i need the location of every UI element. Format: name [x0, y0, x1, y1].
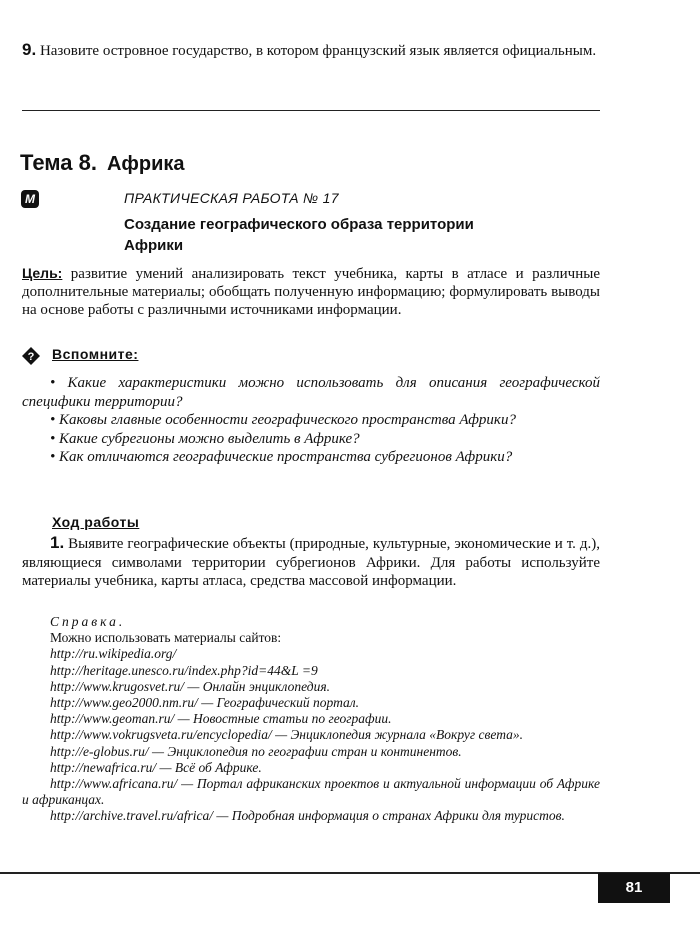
- goal-text: развитие умений анализировать текст учебника, карты в атласе и различные дополнительные материалы; обобщать полученную информацию; формулировать выводы на основе работы с различными источниками информации.: [22, 266, 600, 318]
- reference-link: http://www.geoman.ru/ — Новостные статьи по географии.: [50, 711, 392, 727]
- svg-text:?: ?: [27, 351, 35, 363]
- task-1-number: 1.: [50, 533, 65, 552]
- practical-work-title: Создание географического образа территории Африки: [124, 216, 474, 254]
- reference-link: http://newafrica.ru/ — Всё об Африке.: [50, 759, 262, 775]
- remember-question: • Как отличаются географические пространства субрегионов Африки?: [50, 449, 513, 465]
- reference-link: http://www.geo2000.nm.ru/ — Географический портал.: [50, 695, 360, 711]
- reference-title: Справка.: [50, 614, 126, 629]
- reference-link: http://e-globus.ru/ — Энциклопедия по географии стран и континентов.: [50, 743, 462, 759]
- reference-link: http://www.krugosvet.ru/ — Онлайн энциклопедия.: [50, 678, 330, 694]
- remember-label: Вспомните:: [52, 346, 139, 362]
- question-9: [22, 40, 602, 61]
- reference-link: http://ru.wikipedia.org/: [50, 646, 177, 662]
- task-1-text: Выявите географические объекты (природные, культурные, экономические и т. д.), являющиеся символами территории субрегионов Африки. Для работы используйте материалы учебника, карты атласа, средства массовой информации.: [22, 536, 600, 589]
- page-number: 81: [598, 873, 670, 903]
- reference-link: http://archive.travel.ru/africa/ — Подробная информация о странах Африки для туристов.: [50, 808, 565, 824]
- work-heading: Ход работы: [52, 514, 140, 530]
- topic-heading: [20, 150, 185, 176]
- reference-link: http://www.vokrugsveta.ru/encyclopedia/ — Энциклопедия журнала «Вокруг света».: [50, 727, 523, 743]
- topic-name: Африка: [106, 153, 185, 175]
- topic-label: Тема 8.: [20, 150, 97, 175]
- practical-work-label: ПРАКТИЧЕСКАЯ РАБОТА № 17: [124, 190, 339, 206]
- remember-question: • Какие субрегионы можно выделить в Африке?: [50, 430, 360, 447]
- question-diamond-icon: [22, 347, 40, 365]
- goal-label: Цель:: [22, 265, 63, 281]
- goal-paragraph: [22, 264, 600, 319]
- remember-question: • Какие характеристики можно использовать для описания географической специфики территории?: [22, 375, 600, 410]
- task-1: [22, 534, 600, 591]
- reference-block: [22, 614, 600, 825]
- question-9-text: Назовите островное государство, в котором французский язык является официальным.: [39, 43, 597, 59]
- answer-line: [22, 110, 600, 111]
- footer-rule: [0, 872, 700, 874]
- m-badge-icon: M: [21, 190, 39, 208]
- remember-question: • Каковы главные особенности географического пространства Африки?: [50, 412, 516, 428]
- reference-link: http://heritage.unesco.ru/index.php?id=44&L =9: [50, 662, 318, 678]
- question-9-number: 9.: [22, 40, 37, 59]
- remember-questions: [22, 374, 600, 467]
- reference-intro: Можно использовать материалы сайтов:: [50, 630, 282, 646]
- reference-link: http://www.africana.ru/ — Портал африканских проектов и актуальной информации об Африке и африканцах.: [22, 776, 600, 808]
